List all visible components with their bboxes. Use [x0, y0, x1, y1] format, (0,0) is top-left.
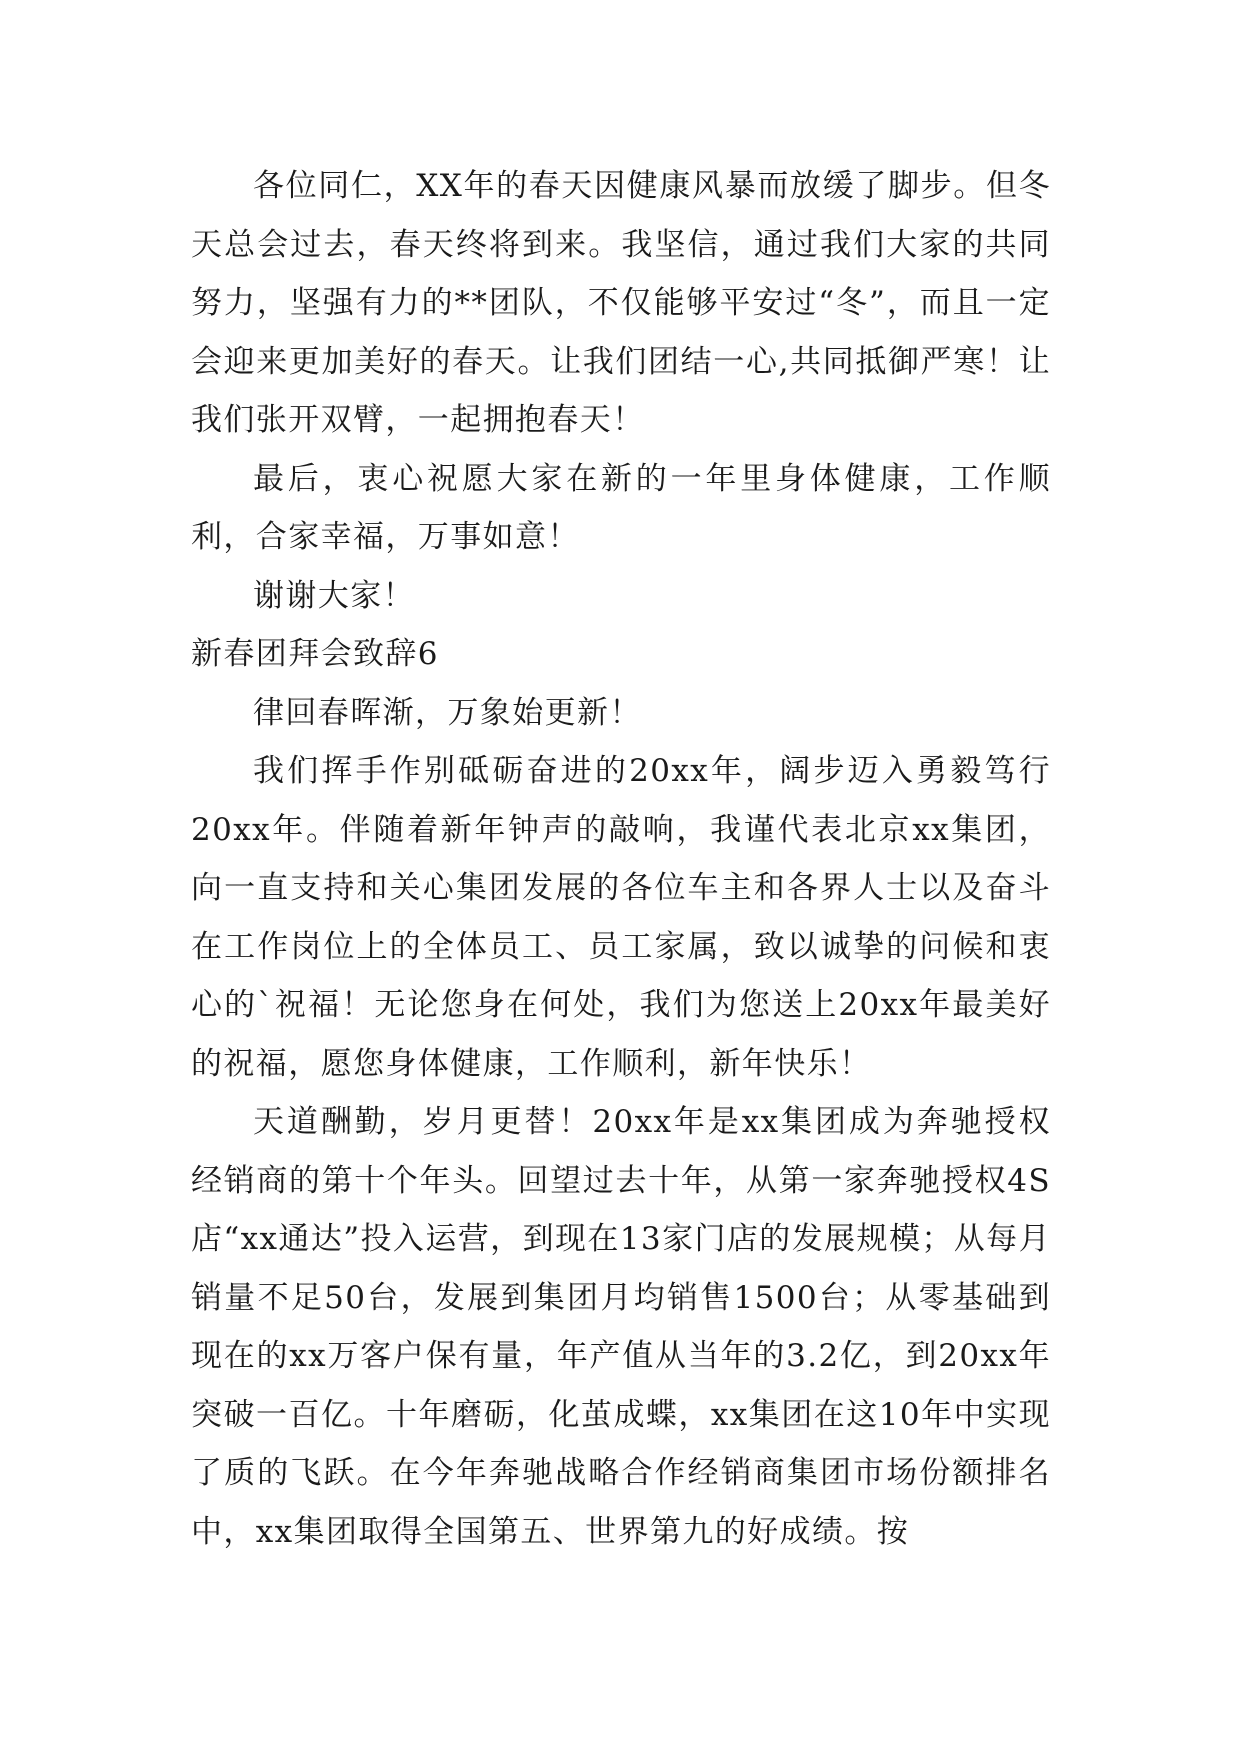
paragraph-decade-review: 天道酬勤，岁月更替！20xx年是xx集团成为奔驰授权经销商的第十个年头。回望过去十年，从第一家奔驰授权4S店“xx通达”投入运营，到现在13家门店的发展规模；从每月销量不足50台，发展到集团月均销售1500台；从零基础到现在的xx万客户保有量，年产值从当年的3.2亿，到20xx年突破一百亿。十年磨砺，化茧成蝶，xx集团在这10年中实现了质的飞跃。在今年奔驰战略合作经销商集团市场份额排名中，xx集团取得全国第五、世界第九的好成绩。按 — [191, 1104, 1051, 1550]
document-body — [191, 157, 1051, 1561]
paragraph-thanks: 谢谢大家！ — [253, 577, 415, 614]
paragraph-closing-spring: 各位同仁，XX年的春天因健康风暴而放缓了脚步。但冬天总会过去，春天终将到来。我坚信，通过我们大家的共同努力，坚强有力的**团队，不仅能够平安过“冬”，而且一定会迎来更加美好的春天。让我们团结一心,共同抵御严寒！让我们张开双臂，一起拥抱春天！ — [191, 168, 1051, 438]
paragraph-best-wishes: 最后，衷心祝愿大家在新的一年里身体健康，工作顺利，合家幸福，万事如意！ — [191, 460, 1051, 555]
paragraph-new-year-greeting: 我们挥手作别砥砺奋进的20xx年，阔步迈入勇毅笃行20xx年。伴随着新年钟声的敲响，我谨代表北京xx集团，向一直支持和关心集团发展的各位车主和各界人士以及奋斗在工作岗位上的全体员工、员工家属，致以诚挚的问候和衷心的`祝福！无论您身在何处，我们为您送上20xx年最美好的祝福，愿您身体健康，工作顺利，新年快乐！ — [191, 753, 1051, 1082]
section-heading: 新春团拜会致辞6 — [191, 636, 439, 672]
paragraph-opening-line: 律回春晖渐，万象始更新！ — [253, 694, 642, 731]
